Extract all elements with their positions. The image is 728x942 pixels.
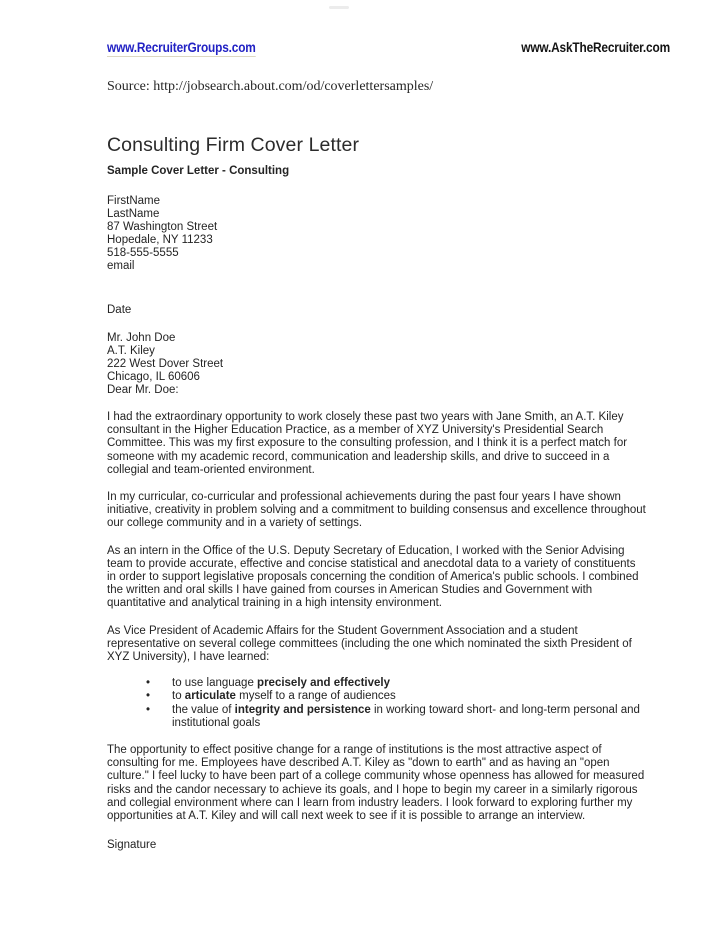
letter-subtitle: Sample Cover Letter - Consulting (107, 165, 290, 177)
list-item (146, 690, 647, 703)
bullet-icon: • (146, 703, 151, 716)
date-placeholder: Date (107, 304, 132, 316)
letter-paragraph-3: As an intern in the Office of the U.S. Deputy Secretary of Education, I worked with the Senior Advising team to provide accurate, effective and concise statistical and anecdotal data to a variety of constituents in order to support legislative proposals concerning the condition of America's public schools. I combined the written and oral skills I have gained from courses in American Studies and Government with quantitative and analytical training in a high intensity environment. (107, 544, 639, 610)
address-line: 518-555-5555 (107, 247, 179, 259)
letter-paragraph-2: In my curricular, co-curricular and professional achievements during the past four years I have shown initiative, creativity in problem solving and a commitment to building consensus and excellence throughout our college community and in a variety of settings. (107, 491, 646, 530)
bullet-icon: • (146, 677, 151, 690)
letter-paragraph-1: I had the extraordinary opportunity to work closely these past two years with Jane Smith, an A.T. Kiley consultant in the Higher Education Practice, as a member of XYZ University's Presidential Search Committee. This was my first exposure to the consulting profession, and I think it is a perfect match for someone with my academic record, communication and leadership skills, and drive to succeed in a collegial and team-oriented environment. (107, 411, 628, 476)
address-line: FirstName (107, 195, 161, 207)
asktherecruiter-brand: www.AskTheRecruiter.com (521, 40, 670, 55)
address-line: Hopedale, NY 11233 (107, 234, 213, 246)
address-line: Chicago, IL 60606 (107, 371, 200, 383)
bullet-item-text: to articulate myself to a range of audiences (172, 690, 396, 703)
address-line: LastName (107, 208, 160, 220)
header-brand-row (107, 40, 670, 57)
list-item (146, 704, 647, 730)
bullet-item-text: the value of integrity and persistence in working toward short- and long-term personal and institutional goals (172, 703, 640, 729)
skills-bullet-list (107, 677, 647, 730)
sender-address-block (107, 195, 670, 273)
recruitergroups-link[interactable]: www.RecruiterGroups.com (107, 40, 256, 55)
list-item (146, 677, 647, 690)
address-line: A.T. Kiley (107, 345, 155, 357)
letter-paragraph-4: As Vice President of Academic Affairs for the Student Government Association and a student representative on several college committees (including the one which nominated the sixth President of XYZ University), I have learned: (107, 624, 632, 664)
address-line: Mr. John Doe (107, 332, 176, 344)
address-line: Dear Mr. Doe: (107, 384, 179, 396)
bullet-item-text: to use language precisely and effectively (172, 677, 391, 690)
address-line: 87 Washington Street (107, 221, 218, 233)
address-line: email (107, 260, 135, 272)
source-line: Source: http://jobsearch.about.com/od/coverlettersamples/ (107, 79, 434, 94)
signature-placeholder: Signature (107, 839, 157, 852)
scan-artifact-mark (329, 6, 349, 9)
bullet-icon: • (146, 690, 151, 703)
letter-closing-paragraph: The opportunity to effect positive change for a range of institutions is the most attractive aspect of consulting for me. Employees have described A.T. Kiley as "down to earth" and as having an "open culture." I feel lucky to have been part of a college community whose openness has allowed for measured risks and the candor necessary to achieve its goals, and I hope to begin my career in a similarly rigorous and collegial environment where can I learn from industry leaders. I look forward to exploring further my opportunities at A.T. Kiley and will call next week to see if it is possible to arrange an interview. (107, 744, 645, 823)
address-line: 222 West Dover Street (107, 358, 224, 370)
recipient-address-block (107, 332, 670, 397)
page-title: Consulting Firm Cover Letter (107, 134, 360, 156)
